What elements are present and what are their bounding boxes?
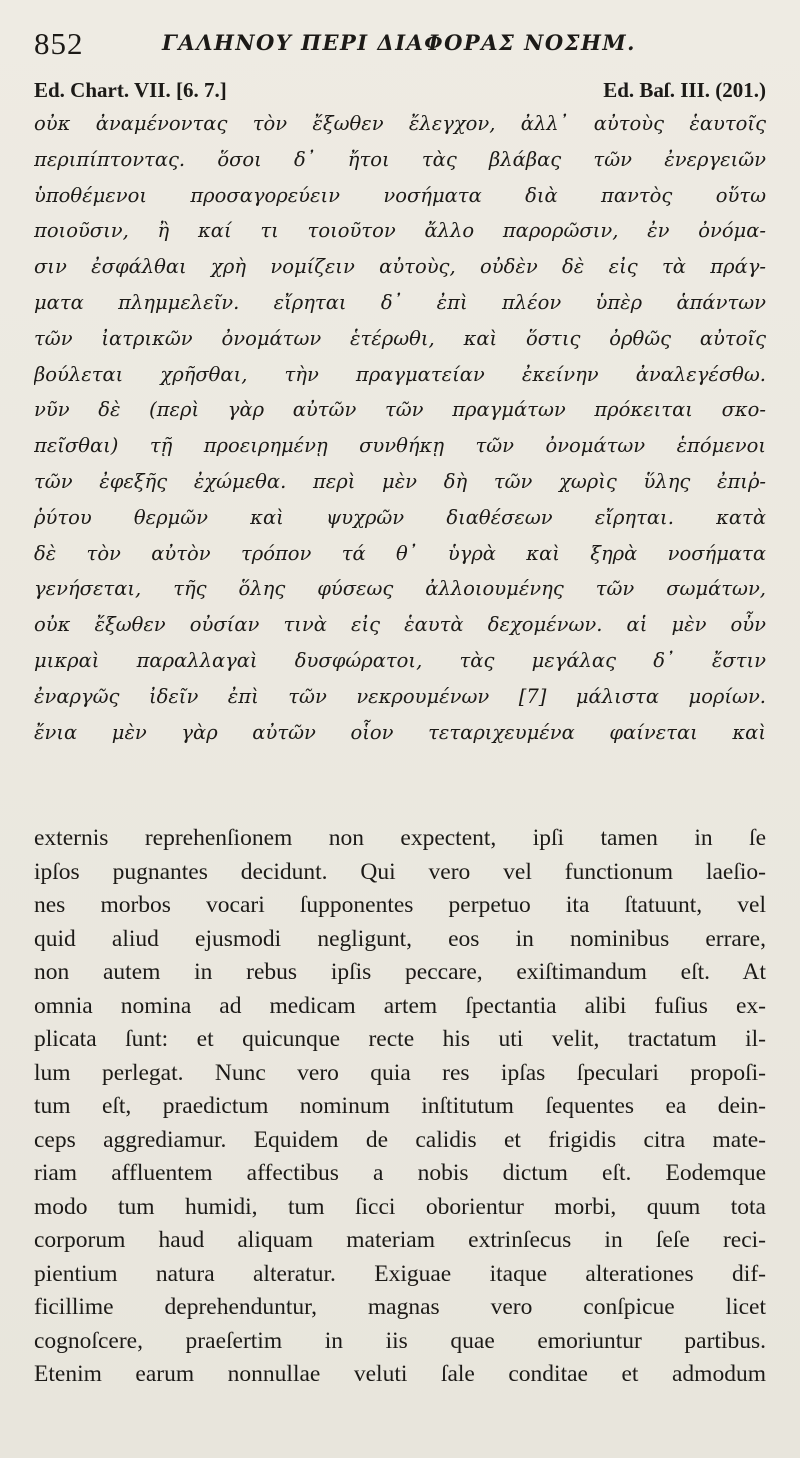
latin-text-column <box>34 822 766 1392</box>
latin-text-line: quid aliud ejusmodi negligunt, eos in nominibus errare, <box>34 925 766 952</box>
greek-text-line: δὲ τὸν αὐτὸν τρόπον τά θ᾽ ὑγρὰ καὶ ξηρὰ νοσήματα <box>34 541 766 565</box>
latin-text-line: pientium natura alteratur. Exiguae itaque alterationes dif- <box>34 1260 766 1287</box>
greek-text-line: πεῖσθαι) τῇ προειρημένῃ συνθήκῃ τῶν ὀνομάτων ἑπόμενοι <box>34 434 766 458</box>
greek-text-line: σιν ἐσφάλθαι χρὴ νομίζειν αὐτοὺς, οὐδὲν δὲ εἰς τὰ πράγ- <box>34 255 766 279</box>
latin-text-line: externis reprehenſionem non expectent, ipſi tamen in ſe <box>34 825 766 851</box>
greek-text-line: νῦν δὲ (περὶ γὰρ αὐτῶν τῶν πραγμάτων πρόκειται σκο- <box>34 398 766 422</box>
latin-text-line: ceps aggrediamur. Equidem de calidis et frigidis citra mate- <box>34 1126 766 1153</box>
edition-chart-reference: Ed. Chart. VII. [6. 7.] <box>34 78 227 102</box>
latin-text-line: lum perlegat. Nunc vero quia res ipſas ſpeculari propoſi- <box>34 1059 766 1086</box>
greek-text-line: τῶν ἰατρικῶν ὀνομάτων ἑτέρωθι, καὶ ὅστις ὀρθῶς αὐτοῖς <box>34 326 766 350</box>
latin-text-line: ficillime deprehenduntur, magnas vero conſpicue licet <box>34 1294 766 1320</box>
page-number: 852 <box>34 26 84 61</box>
greek-text-line: τῶν ἐφεξῆς ἐχώμεθα. περὶ μὲν δὴ τῶν χωρὶς ὕλης ἐπιῤ- <box>34 469 766 493</box>
greek-text-line: γενήσεται, τῆς ὅλης φύσεως ἀλλοιουμένης τῶν σωμάτων, <box>34 577 766 601</box>
latin-text-line: tum eſt, praedictum nominum inſtitutum ſequentes ea dein- <box>34 1093 766 1119</box>
greek-text-line: μικραὶ παραλλαγαὶ δυσφώρατοι, τὰς μεγάλας δ᾽ ἔστιν <box>34 648 766 672</box>
running-head: ΓΑΛΗΝΟΥ ΠΕΡΙ ΔΙΑΦΟΡΑΣ ΝΟΣΗΜ. <box>162 30 636 55</box>
latin-text-line: corporum haud aliquam materiam extrinſecus in ſeſe reci- <box>34 1227 766 1253</box>
greek-text-line: ματα πλημμελεῖν. εἴρηται δ᾽ ἐπὶ πλέον ὑπὲρ ἁπάντων <box>34 290 766 314</box>
latin-text-line: nes morbos vocari ſupponentes perpetuo ita ſtatuunt, vel <box>34 892 766 918</box>
latin-text-line: omnia nomina ad medicam artem ſpectantia alibi fuſius ex- <box>34 992 766 1019</box>
greek-text-line: ὑποθέμενοι προσαγορεύειν νοσήματα διὰ παντὸς οὕτω <box>34 183 766 207</box>
greek-text-line: ἐναργῶς ἰδεῖν ἐπὶ τῶν νεκρουμένων [7] μάλιστα μορίων. <box>34 684 766 708</box>
latin-text-line: non autem in rebus ipſis peccare, exiſtimandum eſt. At <box>34 959 766 985</box>
greek-text-line: ῥύτου θερμῶν καὶ ψυχρῶν διαθέσεων εἴρηται. κατὰ <box>34 505 766 529</box>
latin-text-line: Etenim earum nonnullae veluti ſale conditae et admodum <box>34 1361 766 1387</box>
latin-text-line: riam affluentem affectibus a nobis dictum eſt. Eodemque <box>34 1160 766 1186</box>
greek-text-line: ποιοῦσιν, ἢ καί τι τοιοῦτον ἄλλο παρορῶσιν, ἐν ὀνόμα- <box>34 219 766 243</box>
latin-text-line: plicata ſunt: et quicunque recte his uti velit, tractatum il- <box>34 1026 766 1052</box>
edition-basel-reference: Ed. Baſ. III. (201.) <box>603 78 766 102</box>
latin-text-line: modo tum humidi, tum ſicci oborientur morbi, quum tota <box>34 1193 766 1220</box>
greek-text-line: οὐκ ἔξωθεν οὐσίαν τινὰ εἰς ἑαυτὰ δεχομένων. αἱ μὲν οὖν <box>34 613 766 637</box>
latin-text-line: ipſos pugnantes decidunt. Qui vero vel functionum laeſio- <box>34 858 766 885</box>
greek-text-line: περιπίπτοντας. ὅσοι δ᾽ ἤτοι τὰς βλάβας τῶν ἐνεργειῶν <box>34 147 766 171</box>
greek-text-column <box>34 106 766 750</box>
latin-text-line: cognoſcere, praeſertim in iis quae emoriuntur partibus. <box>34 1327 766 1354</box>
greek-text-line: οὐκ ἀναμένοντας τὸν ἔξωθεν ἔλεγχον, ἀλλ᾽ αὐτοὺς ἑαυτοῖς <box>34 112 766 135</box>
greek-text-line: ἔνια μὲν γὰρ αὐτῶν οἷον τεταριχευμένα φαίνεται καὶ <box>34 720 766 744</box>
page-header <box>34 26 774 66</box>
edition-reference-line <box>34 78 766 108</box>
greek-text-line: βούλεται χρῆσθαι, τὴν πραγματείαν ἐκείνην ἀναλεγέσθω. <box>34 362 766 386</box>
